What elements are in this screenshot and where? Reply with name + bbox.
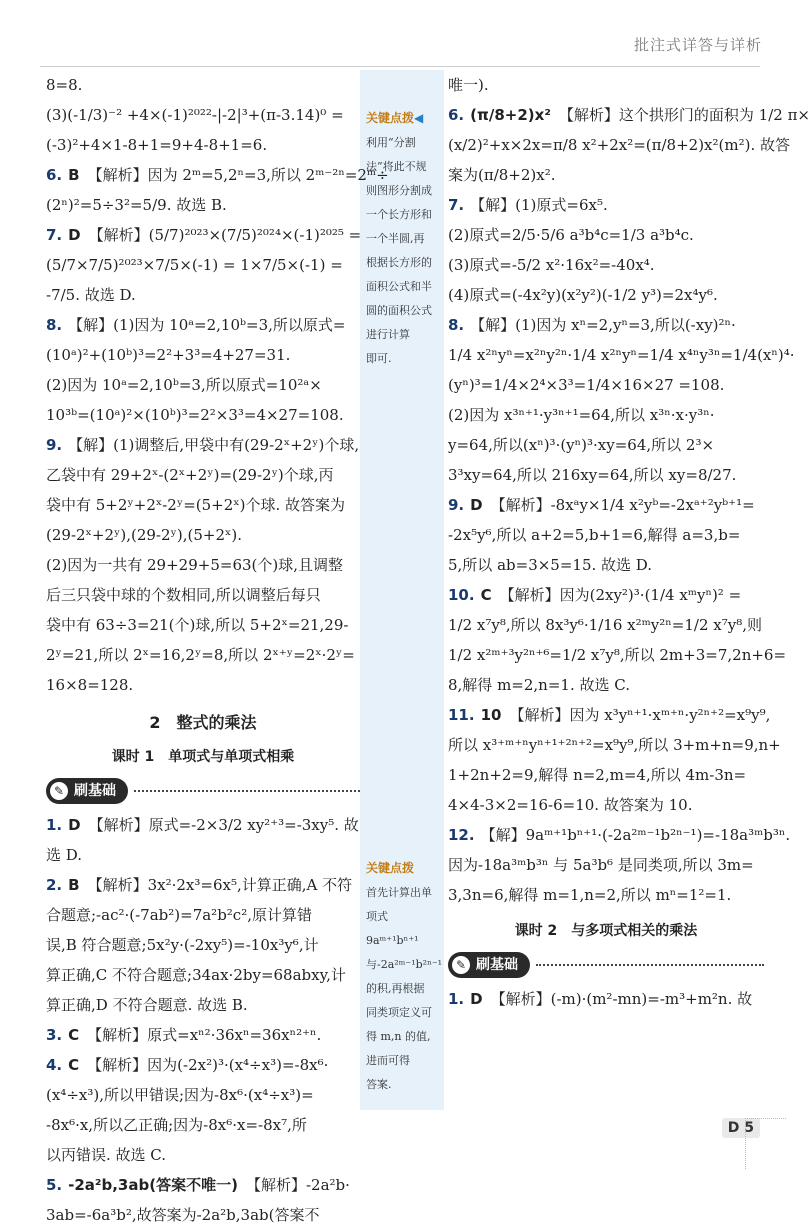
solution-text: 【解析】因为(2xy²)³·(1/4 xᵐyⁿ)² = <box>499 586 742 604</box>
question-header-line <box>46 160 389 190</box>
note-line: 面积公式和半 <box>366 280 432 293</box>
question-header-line <box>46 1050 360 1080</box>
lesson-title: 课时 2 与多项式相关的乘法 <box>514 923 698 939</box>
solution-line: 因为-18a³ᵐb³ⁿ 与 5a³b⁶ 是同类项,所以 3m= <box>448 856 754 874</box>
question-header-line <box>448 310 764 340</box>
question-item <box>448 310 795 490</box>
note-line: 答案. <box>366 1078 392 1091</box>
solution-line: (2)原式=2/5·5/6 a³b⁴c=1/3 a³b⁴c. <box>448 226 694 244</box>
question-item <box>448 190 764 310</box>
solution-line: 10³ᵇ=(10ᵃ)²×(10ᵇ)³=2²×3³=4×27=108. <box>46 406 344 424</box>
solution-line: (2)因为 10ᵃ=2,10ᵇ=3,所以原式=10²ᵃ× <box>46 376 322 394</box>
solution-text: 【解析】(-m)·(m²-mn)=-m³+m²n. 故 <box>490 990 753 1008</box>
solution-line: (x⁴÷x³),所以甲错误;因为-8x⁶·(x⁴÷x³)= <box>46 1086 314 1104</box>
solution-text: 【解析】这个拱形门的面积为 1/2 π× <box>558 106 810 124</box>
note-line: 法”将此不规 <box>366 160 427 173</box>
answer: 10 <box>480 706 502 724</box>
note-line: 根据长方形的 <box>366 256 432 269</box>
answer: -2a²b,3ab(答案不唯一) <box>68 1176 238 1194</box>
note-line: 即可. <box>366 352 392 365</box>
solution-line: 以丙错误. 故选 C. <box>46 1146 167 1164</box>
question-item <box>448 580 787 700</box>
solution-line: y=64,所以(xⁿ)³·(yⁿ)³·xy=64,所以 2³× <box>448 436 715 454</box>
brush-icon: ✎ <box>50 782 68 800</box>
solution-line: (5/7×7/5)²⁰²³×7/5×(-1) = 1×7/5×(-1) = <box>46 256 343 274</box>
brush-icon: ✎ <box>452 956 470 974</box>
answer: C <box>480 586 492 604</box>
solution-line: (10ᵃ)²+(10ᵇ)³=2²+3³=4+27=31. <box>46 346 291 364</box>
question-header-line <box>46 430 360 460</box>
answer: B <box>68 876 80 894</box>
solution-text: 【解析】(5/7)²⁰²³×(7/5)²⁰²⁴×(-1)²⁰²⁵ = <box>88 226 362 244</box>
text-line: 8=8. <box>46 76 83 94</box>
question-number: 5. <box>46 1176 63 1194</box>
solution-line: 所以 x³⁺ᵐ⁺ⁿyⁿ⁺¹⁺²ⁿ⁺²=x⁹y⁹,所以 3+m+n=9,n+ <box>448 736 781 754</box>
solution-line: 16×8=128. <box>46 676 134 694</box>
solution-line: (2)因为一共有 29+29+5=63(个)球,且调整 <box>46 556 343 574</box>
question-item <box>46 810 360 870</box>
note-line: 得 m,n 的值, <box>366 1030 431 1043</box>
solution-line: 合题意;-ac²·(-7ab²)=7a²b²c²,原计算错 <box>46 906 312 924</box>
note-line: 进而可得 <box>366 1054 410 1067</box>
question-header-line <box>448 820 791 850</box>
note-line: 一个半圆,再 <box>366 232 425 245</box>
answer: B <box>68 166 80 184</box>
solution-line: 算正确,C 不符合题意;34ax·2by=68abxy,计 <box>46 966 346 984</box>
answer: (π/8+2)x² <box>470 106 551 124</box>
question-item <box>448 984 764 1014</box>
answer: D <box>68 226 81 244</box>
solution-line: (3)原式=-5/2 x²·16x²=-40x⁴. <box>448 256 655 274</box>
question-item <box>46 1020 360 1050</box>
brush-basics-banner <box>448 952 764 978</box>
question-item <box>46 160 389 220</box>
solution-text: 【解析】-2a²b· <box>245 1176 350 1194</box>
section-title: 2 整式的乘法 <box>149 713 257 732</box>
question-item <box>46 310 360 430</box>
page-corner-decoration <box>745 1118 786 1169</box>
question-number: 7. <box>448 196 465 214</box>
question-number: 4. <box>46 1056 63 1074</box>
note-line: 同类项定义可 <box>366 1006 432 1019</box>
question-header-line <box>46 1170 360 1200</box>
question-number: 6. <box>448 106 465 124</box>
solution-line: 后三只袋中球的个数相同,所以调整后每只 <box>46 586 321 604</box>
solution-line: 算正确,D 不符合题意. 故选 B. <box>46 996 248 1014</box>
note-line: 项式 9aᵐ⁺¹bⁿ⁺¹ <box>366 910 419 947</box>
question-header-line <box>448 100 810 130</box>
solution-line: 8,解得 m=2,n=1. 故选 C. <box>448 676 630 694</box>
question-number: 9. <box>46 436 63 454</box>
question-header-line <box>46 1020 360 1050</box>
solution-text: 【解析】因为 2ᵐ=5,2ⁿ=3,所以 2ᵐ⁻²ⁿ=2ᵐ÷ <box>87 166 389 184</box>
text-line: (-3)²+4×1-8+1=9+4-8+1=6. <box>46 136 268 154</box>
solution-line: 5,所以 ab=3×5=15. 故选 D. <box>448 556 653 574</box>
text-line: (3)(-1/3)⁻² +4×(-1)²⁰²²-|-2|³+(π-3.14)⁰ = <box>46 106 344 124</box>
solution-text: 【解析】原式=xⁿ²·36xⁿ=36xⁿ²⁺ⁿ. <box>87 1026 322 1044</box>
solution-line: 选 D. <box>46 846 83 864</box>
solution-text: 【解析】原式=-2×3/2 xy²⁺³=-3xy⁵. 故 <box>88 816 359 834</box>
solution-line: (2ⁿ)²=5÷3²=5/9. 故选 B. <box>46 196 227 214</box>
note-line: 圆的面积公式 <box>366 304 432 317</box>
note-line: 利用“分割 <box>366 136 416 149</box>
solution-text: 【解】(1)调整后,甲袋中有(29-2ˣ+2ʸ)个球, <box>68 436 360 454</box>
solution-line: 3ab=-6a³b²,故答案为-2a²b,3ab(答案不 <box>46 1206 320 1224</box>
solution-text: 【解析】因为(-2x²)³·(x⁴÷x³)=-8x⁶· <box>87 1056 329 1074</box>
question-number: 2. <box>46 876 63 894</box>
note-line: 与-2a²ᵐ⁻¹b²ⁿ⁻¹ <box>366 958 443 971</box>
solution-line: 误,B 符合题意;5x²y·(-2xy⁵)=-10x³y⁶,计 <box>46 936 319 954</box>
text-line: 唯一). <box>448 76 489 94</box>
page-number: D 5 <box>722 1118 760 1138</box>
note-heading: 关键点拨 <box>366 111 415 125</box>
solution-text: 【解】(1)因为 10ᵃ=2,10ᵇ=3,所以原式= <box>68 316 346 334</box>
question-number: 6. <box>46 166 63 184</box>
solution-text: 【解析】3x²·2x³=6x⁵,计算正确,A 不符 <box>87 876 353 894</box>
question-item <box>46 220 360 310</box>
solution-line: 袋中有 5+2ʸ+2ˣ-2ʸ=(5+2ˣ)个球. 故答案为 <box>46 496 346 514</box>
question-header-line <box>448 490 764 520</box>
question-number: 9. <box>448 496 465 514</box>
key-point-note-1 <box>366 106 438 371</box>
brush-label: 刷基础 <box>74 783 116 799</box>
note-line: 首先计算出单 <box>366 886 432 899</box>
question-number: 3. <box>46 1026 63 1044</box>
solution-text: 【解析】因为 x³yⁿ⁺¹·xᵐ⁺ⁿ·y²ⁿ⁺²=x⁹y⁹, <box>509 706 771 724</box>
question-item <box>448 100 810 190</box>
question-item <box>46 870 360 1020</box>
question-number: 1. <box>448 990 465 1008</box>
question-header-line <box>46 870 360 900</box>
question-header-line <box>448 190 764 220</box>
solution-line: 案为(π/8+2)x². <box>448 166 556 184</box>
question-header-line <box>46 810 360 840</box>
question-header-line <box>448 700 771 730</box>
solution-line: (yⁿ)³=1/4×2⁴×3³=1/4×16×27 =108. <box>448 376 725 394</box>
lesson-title: 课时 1 单项式与单项式相乘 <box>111 749 295 765</box>
answer: D <box>68 816 81 834</box>
solution-line: 1/4 x²ⁿyⁿ=x²ⁿy²ⁿ·1/4 x²ⁿyⁿ=1/4 x⁴ⁿy³ⁿ=1/4(xⁿ)⁴· <box>448 346 795 364</box>
solution-line: (x/2)²+x×2x=π/8 x²+2x²=(π/8+2)x²(m²). 故答 <box>448 136 791 154</box>
brush-basics-banner <box>46 778 360 804</box>
question-item <box>448 820 791 910</box>
solution-line: 2ʸ=21,所以 2ˣ=16,2ʸ=8,所以 2ˣ⁺ʸ=2ˣ·2ʸ= <box>46 646 355 664</box>
solution-line: 袋中有 63÷3=21(个)球,所以 5+2ˣ=21,29- <box>46 616 349 634</box>
note-line: 进行计算 <box>366 328 410 341</box>
solution-text: 【解析】-8xᵃy×1/4 x²yᵇ=-2xᵃ⁺²yᵇ⁺¹= <box>490 496 755 514</box>
question-item <box>46 1170 360 1230</box>
right-column <box>448 70 810 1014</box>
question-number: 1. <box>46 816 63 834</box>
answer: D <box>470 496 483 514</box>
solution-line: 乙袋中有 29+2ˣ-(2ˣ+2ʸ)=(29-2ʸ)个球,丙 <box>46 466 334 484</box>
key-point-note-2 <box>366 856 443 1097</box>
solution-text: 【解】(1)原式=6x⁵. <box>470 196 608 214</box>
solution-line: 1/2 x²ᵐ⁺³y²ⁿ⁺⁶=1/2 x⁷y⁸,所以 2m+3=7,2n+6= <box>448 646 787 664</box>
question-item <box>448 700 781 820</box>
question-number: 11. <box>448 706 475 724</box>
header-title: 批注式详答与详析 <box>633 36 762 54</box>
question-header-line <box>46 310 360 340</box>
brush-label: 刷基础 <box>476 957 518 973</box>
question-number: 8. <box>46 316 63 334</box>
question-header-line <box>448 580 764 610</box>
note-line: 的积,再根据 <box>366 982 425 995</box>
question-number: 7. <box>46 226 63 244</box>
solution-line: -8x⁶·x,所以乙正确;因为-8x⁶·x=-8x⁷,所 <box>46 1116 307 1134</box>
question-number: 8. <box>448 316 465 334</box>
solution-line: -2x⁵y⁶,所以 a+2=5,b+1=6,解得 a=3,b= <box>448 526 741 544</box>
header-divider <box>40 66 760 67</box>
solution-line: (2)因为 x³ⁿ⁺¹·y³ⁿ⁺¹=64,所以 x³ⁿ·x·y³ⁿ· <box>448 406 715 424</box>
solution-line: -7/5. 故选 D. <box>46 286 136 304</box>
question-item <box>448 490 764 580</box>
solution-line: 4×4-3×2=16-6=10. 故答案为 10. <box>448 796 693 814</box>
solution-line: 3,3n=6,解得 m=1,n=2,所以 mⁿ=1²=1. <box>448 886 732 904</box>
note-line: 一个长方形和 <box>366 208 432 221</box>
solution-text: 【解】(1)因为 xⁿ=2,yⁿ=3,所以(-xy)²ⁿ· <box>470 316 736 334</box>
answer: C <box>68 1056 80 1074</box>
solution-line: (29-2ˣ+2ʸ),(29-2ʸ),(5+2ˣ). <box>46 526 242 544</box>
question-item <box>46 430 360 700</box>
question-number: 12. <box>448 826 475 844</box>
solution-line: 1+2n+2=9,解得 n=2,m=4,所以 4m-3n= <box>448 766 747 784</box>
solution-line: 1/2 x⁷y⁸,所以 8x³y⁶·1/16 x²ᵐy²ⁿ=1/2 x⁷y⁸,则 <box>448 616 762 634</box>
solution-line: 3³xy=64,所以 216xy=64,所以 xy=8/27. <box>448 466 737 484</box>
question-header-line <box>46 220 360 250</box>
answer: D <box>470 990 483 1008</box>
note-line: 则图形分割成 <box>366 184 432 197</box>
question-number: 10. <box>448 586 475 604</box>
question-item <box>46 1050 360 1170</box>
pointer-arrow-icon: ◀ <box>414 111 424 125</box>
note-heading: 关键点拨 <box>366 861 415 875</box>
answer: C <box>68 1026 80 1044</box>
solution-text: 【解】9aᵐ⁺¹bⁿ⁺¹·(-2a²ᵐ⁻¹b²ⁿ⁻¹)=-18a³ᵐb³ⁿ. <box>480 826 791 844</box>
solution-line: (4)原式=(-4x²y)(x²y²)(-1/2 y³)=2x⁴y⁶. <box>448 286 718 304</box>
question-header-line <box>448 984 764 1014</box>
